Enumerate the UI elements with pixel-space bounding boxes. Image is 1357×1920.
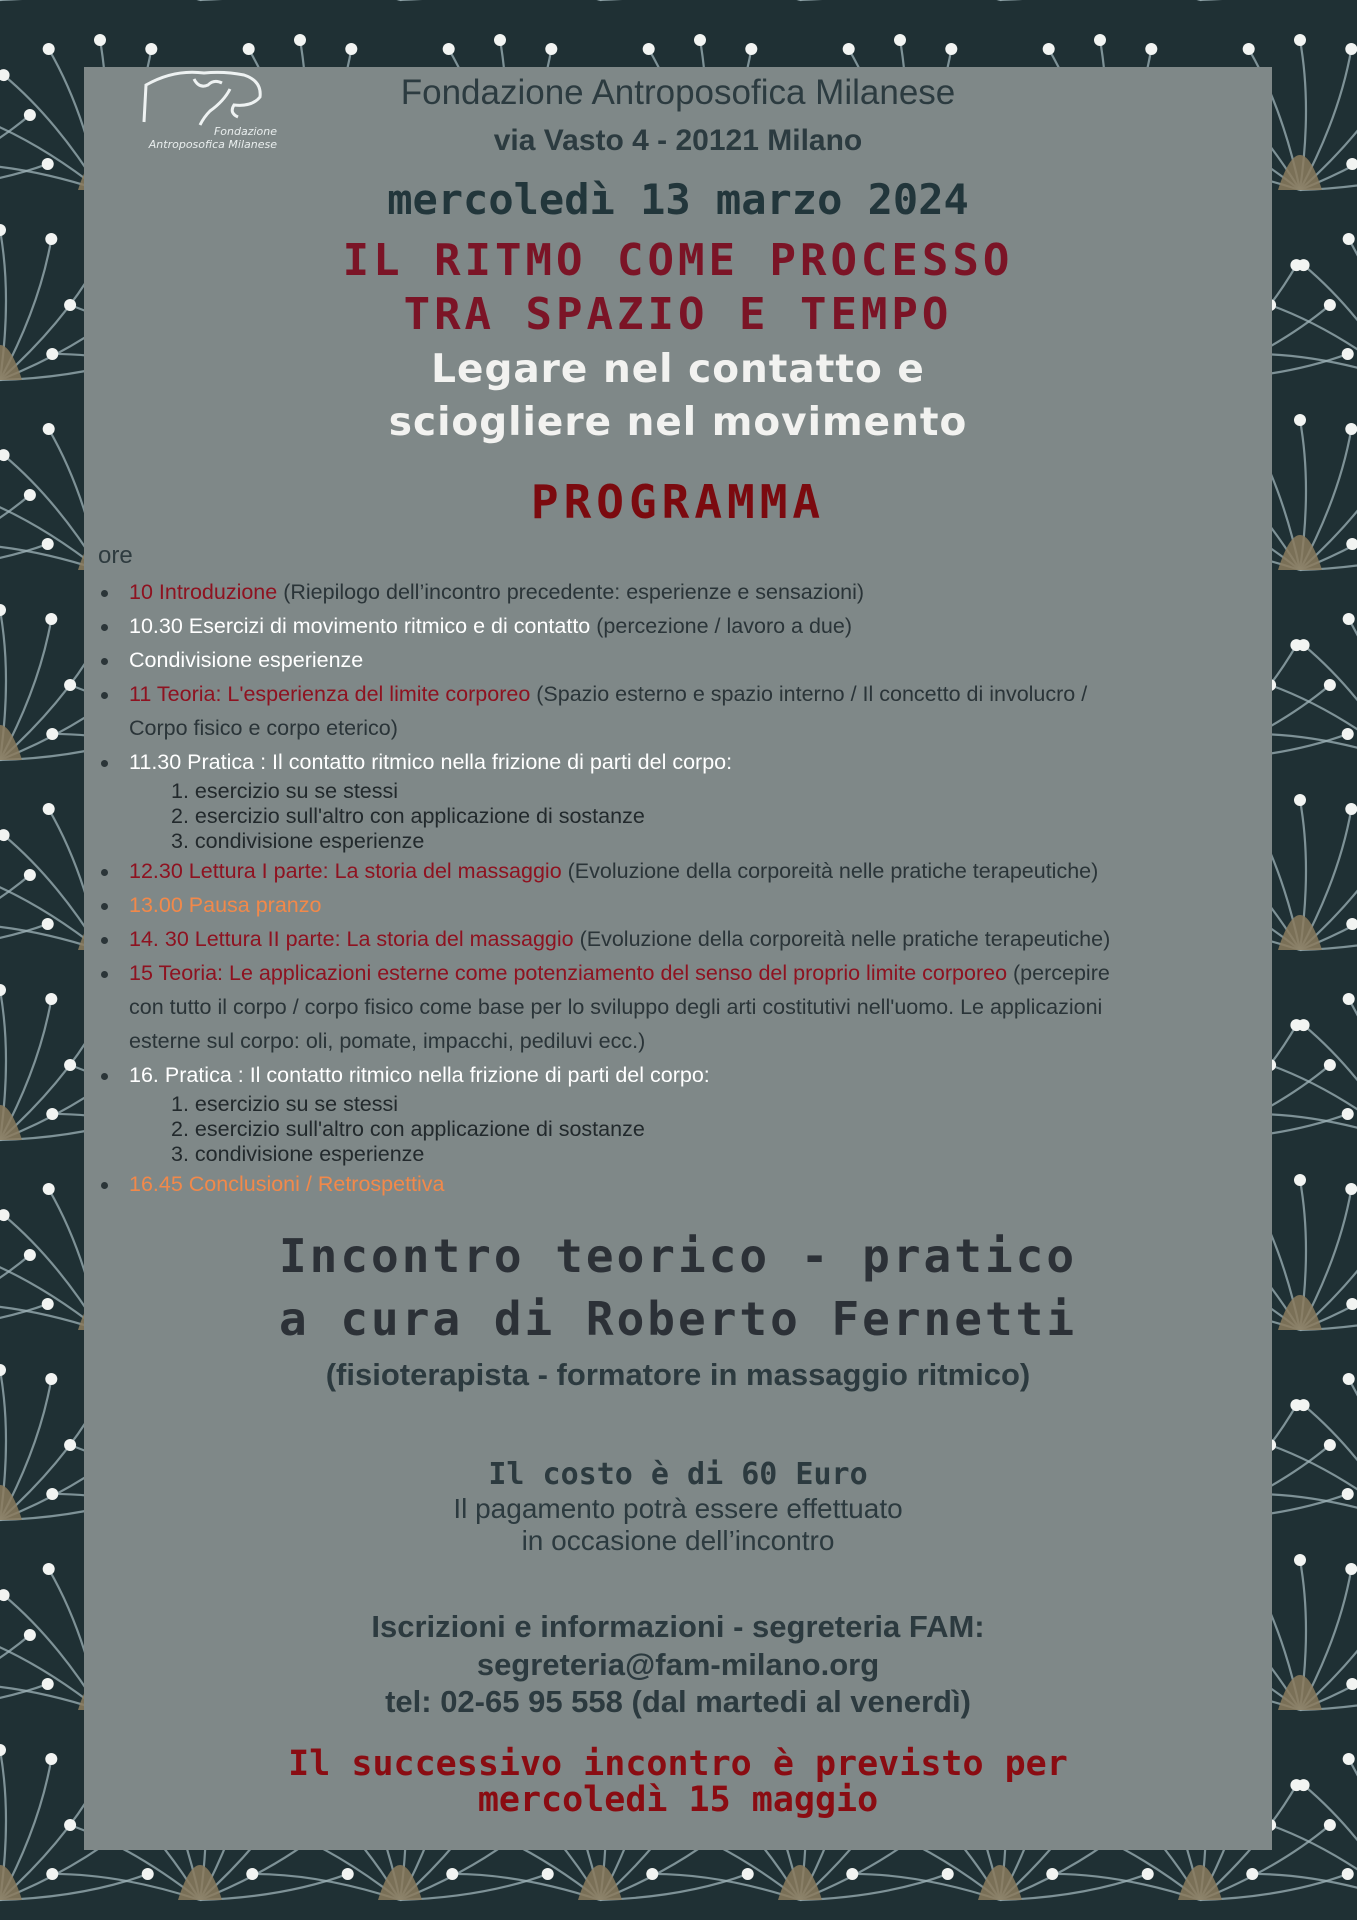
bullet-icon — [101, 903, 108, 910]
sub-step: 2. esercizio sull'altro con applicazione di sostanze — [171, 1117, 645, 1141]
program-item — [98, 888, 1278, 922]
bullet-icon — [101, 937, 108, 944]
program-item — [98, 575, 1278, 609]
item-detail: (percepire — [1007, 961, 1110, 985]
item-lead: 10 Introduzione — [129, 580, 278, 604]
event-title-line1: IL RITMO COME PROCESSO — [342, 235, 1014, 286]
item-lead: 12.30 Lettura I parte: La storia del massaggio — [129, 859, 562, 883]
program-item — [98, 745, 1278, 779]
program-item — [98, 609, 1278, 643]
program-item — [98, 1167, 1278, 1201]
item-lead: 11.30 Pratica : Il contatto ritmico nella frizione di parti del corpo: — [129, 750, 733, 774]
program-item — [98, 677, 1278, 745]
item-lead: 16.45 Conclusioni / Retrospettiva — [129, 1172, 445, 1196]
sub-step: 2. esercizio sull'altro con applicazione di sostanze — [171, 804, 645, 828]
item-lead: 13.00 Pausa pranzo — [129, 893, 322, 917]
item-detail-cont: esterne sul corpo: oli, pomate, impacchi, pediluvi ecc.) — [129, 1029, 646, 1053]
registration-info: Iscrizioni e informazioni - segreteria FAM: — [371, 1609, 985, 1644]
bullet-icon — [101, 1073, 108, 1080]
bullet-icon — [101, 624, 108, 631]
organization-name: Fondazione Antroposofica Milanese — [400, 73, 956, 112]
organization-address: via Vasto 4 - 20121 Milano — [493, 124, 863, 157]
payment-info-line2: in occasione dell’incontro — [521, 1525, 835, 1556]
sub-step: 1. esercizio su se stessi — [171, 1092, 399, 1116]
bullet-icon — [101, 692, 108, 699]
sub-step: 1. esercizio su se stessi — [171, 779, 399, 803]
item-detail: (Evoluzione della corporeità nelle pratiche terapeutiche) — [561, 859, 1099, 883]
session-curator: a cura di Roberto Fernetti — [278, 1292, 1078, 1346]
item-detail-cont: con tutto il corpo / corpo fisico come base per lo sviluppo degli arti costitutivi nell'uomo. Le applicazioni — [129, 995, 1103, 1019]
next-meeting-line1: Il successivo incontro è previsto per — [288, 1744, 1068, 1784]
curator-role: (fisioterapista - formatore in massaggio ritmico) — [325, 1357, 1031, 1392]
contact-phone: tel: 02-65 95 558 (dal martedi al venerdì) — [385, 1684, 971, 1719]
event-date: mercoledì 13 marzo 2024 — [387, 175, 969, 224]
bullet-icon — [101, 658, 108, 665]
program-item — [98, 922, 1278, 956]
event-subtitle-line1: Legare nel contatto e — [431, 347, 925, 392]
cost-info: Il costo è di 60 Euro — [488, 1457, 868, 1492]
ore-label: ore — [98, 542, 133, 569]
contact-email: segreteria@fam-milano.org — [476, 1647, 880, 1682]
program-heading: PROGRAMMA — [530, 475, 826, 529]
event-subtitle-line2: sciogliere nel movimento — [388, 400, 968, 445]
item-detail: (Evoluzione della corporeità nelle pratiche terapeutiche) — [573, 927, 1111, 951]
item-lead: 11 Teoria: L'esperienza del limite corporeo — [129, 682, 531, 706]
logo-caption-line2: Antroposofica Milanese — [148, 138, 277, 151]
item-lead: 14. 30 Lettura II parte: La storia del massaggio — [129, 927, 574, 951]
payment-info-line1: Il pagamento potrà essere effettuato — [453, 1493, 903, 1524]
program-list — [98, 575, 1278, 1201]
bullet-icon — [101, 1182, 108, 1189]
item-lead: 15 Teoria: Le applicazioni esterne come potenziamento del senso del proprio limite corporeo — [129, 961, 1008, 985]
bullet-icon — [101, 590, 108, 597]
item-detail: (Spazio esterno e spazio interno / Il concetto di involucro / — [530, 682, 1088, 706]
logo-caption-line1: Fondazione — [213, 125, 277, 138]
bullet-icon — [101, 869, 108, 876]
item-lead: 10.30 Esercizi di movimento ritmico e di contatto — [129, 614, 591, 638]
sub-step: 3. condivisione esperienze — [171, 1142, 425, 1166]
program-item — [98, 854, 1278, 888]
bullet-icon — [101, 760, 108, 767]
bullet-icon — [101, 971, 108, 978]
flyer-panel — [84, 67, 1272, 1850]
item-detail: (Riepilogo dell’incontro precedente: esperienze e sensazioni) — [277, 580, 865, 604]
item-lead: Condivisione esperienze — [129, 648, 364, 672]
sub-step: 3. condivisione esperienze — [171, 829, 425, 853]
program-item — [98, 643, 1278, 677]
item-detail-cont: Corpo fisico e corpo eterico) — [129, 716, 398, 740]
next-meeting-line2: mercoledì 15 maggio — [477, 1780, 879, 1820]
event-title-line2: TRA SPAZIO E TEMPO — [403, 289, 953, 340]
item-lead: 16. Pratica : Il contatto ritmico nella frizione di parti del corpo: — [129, 1063, 710, 1087]
program-item — [98, 1058, 1278, 1092]
program-item — [98, 956, 1278, 1058]
session-type: Incontro teorico - pratico — [278, 1229, 1078, 1283]
item-detail: (percezione / lavoro a due) — [590, 614, 852, 638]
